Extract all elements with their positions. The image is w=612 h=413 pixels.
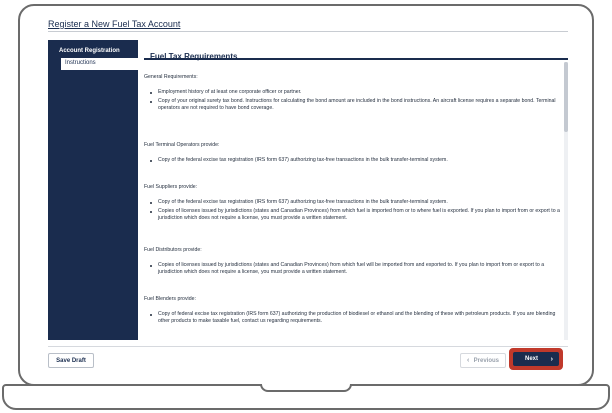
section-heading: General Requirements: [144,74,198,80]
list-item: Copy of the federal excise tax registration (IRS form 637) authorizing tax-free transactions in the bulk transfer-terminal system. [144,157,562,164]
requirements-scroll-area[interactable] [144,62,562,340]
list-item: Copies of licenses issued by jurisdictions (states and Canadian Provinces) from which fuel is imported from or to where fuel is exported. If you plan to import from or export to a jurisdiction which does not require a license, you must provide a written statement. [144,208,562,222]
list-item: Copy of federal excise tax registration (IRS form 637) authorizing the production of biodiesel or ethanol and the blending of these with petroleum products. If you are blending other products to make taxable fuel, contact us regarding requirements. [144,311,562,325]
main-content [144,40,568,340]
sidebar-item-instructions[interactable]: Instructions [61,58,138,70]
section-distributors [144,247,562,278]
footer-bar [48,346,568,370]
section-heading: Fuel Blenders provide: [144,296,196,302]
content-title-bar [144,40,568,60]
scrollbar-thumb[interactable] [564,62,568,132]
content-title: Fuel Tax Requirements [150,52,238,61]
vertical-scrollbar[interactable] [564,62,568,340]
list-item: Copy of the federal excise tax registration (IRS form 637) authorizing tax-free transactions in the bulk transfer-terminal system. [144,199,562,206]
section-heading: Fuel Terminal Operators provide: [144,142,220,148]
page-header [48,14,568,32]
bullet-list [144,157,562,164]
next-button-highlight [509,348,563,370]
chevron-left-icon: ‹ [467,357,470,364]
chevron-right-icon: › [550,355,553,363]
previous-button-label: Previous [473,357,499,364]
bullet-list [144,89,562,113]
sidebar [48,40,138,340]
next-button[interactable] [513,352,559,366]
section-general [144,74,562,115]
section-heading: Fuel Suppliers provide: [144,184,198,190]
sidebar-heading[interactable]: Account Registration [59,48,120,54]
bullet-list [144,311,562,325]
bullet-list [144,199,562,223]
laptop-notch [260,384,352,392]
previous-button[interactable] [460,353,506,368]
save-draft-button[interactable]: Save Draft [48,353,94,368]
section-heading: Fuel Distributors provide: [144,247,202,253]
app-screen [34,10,578,376]
section-suppliers [144,184,562,225]
section-terminal-operators [144,142,562,166]
section-blenders [144,296,562,327]
list-item: Copy of your original surety tax bond. Instructions for calculating the bond amount are included in the bond instructions. An aircraft license requires a separate bond. Terminal operators are not required to have bond coverage. [144,98,562,112]
page-title[interactable]: Register a New Fuel Tax Account [48,19,181,29]
list-item: Employment history of at least one corporate officer or partner. [144,89,562,96]
list-item: Copies of licenses issued by jurisdictions (states and Canadian Provinces) from which fuel will be imported from and exported to. If you plan to import from or export to a jurisdiction which does not require a license, you must provide a written statement. [144,262,562,276]
next-button-label: Next [525,356,539,362]
bullet-list [144,262,562,276]
